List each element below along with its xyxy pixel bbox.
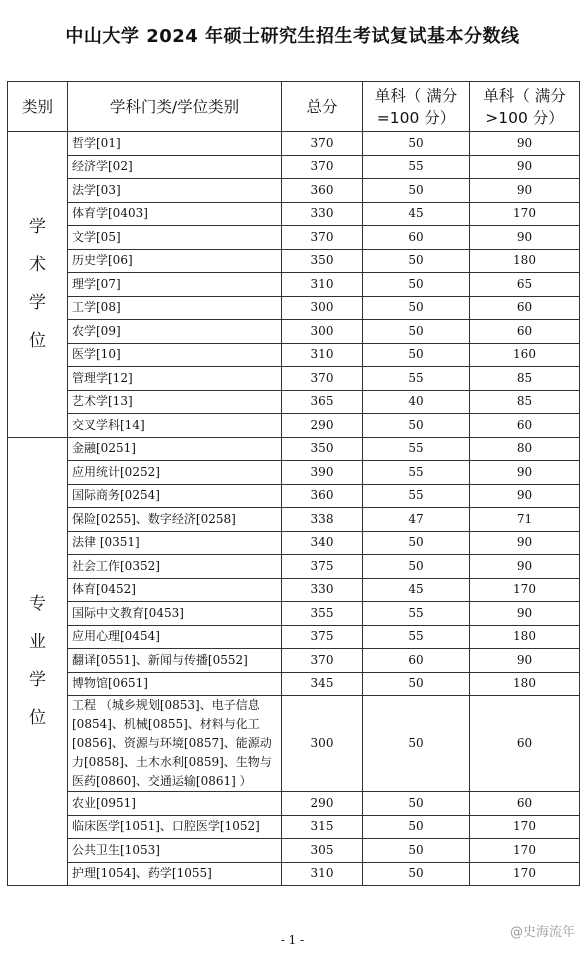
- discipline-cell: [68, 649, 282, 673]
- single-over-100-score-cell: 90: [470, 555, 580, 579]
- single-100-score-cell: 50: [363, 815, 470, 839]
- discipline-cell: [68, 555, 282, 579]
- total-score-cell: 310: [282, 343, 363, 367]
- table-row: [8, 625, 580, 649]
- discipline-name: 体育学[0403]: [72, 206, 148, 221]
- single-over-100-score-cell: 90: [470, 531, 580, 555]
- table-row: [8, 649, 580, 673]
- category-cell: [8, 437, 68, 886]
- header-total: 总分: [282, 82, 363, 132]
- single-100-score-cell: 47: [363, 508, 470, 532]
- discipline-cell: [68, 390, 282, 414]
- single-over-100-score-cell: 170: [470, 815, 580, 839]
- single-over-100-score-cell: 170: [470, 862, 580, 886]
- single-over-100-score-cell: 60: [470, 320, 580, 344]
- total-score-cell: 360: [282, 179, 363, 203]
- single-100-score-cell: 50: [363, 839, 470, 863]
- total-score-cell: 350: [282, 249, 363, 273]
- table-row: [8, 531, 580, 555]
- single-100-score-cell: 50: [363, 343, 470, 367]
- single-100-score-cell: 50: [363, 179, 470, 203]
- single-over-100-score-cell: 180: [470, 672, 580, 696]
- table-row: [8, 508, 580, 532]
- table-row: [8, 343, 580, 367]
- discipline-cell: [68, 155, 282, 179]
- discipline-name: 农业[0951]: [72, 795, 136, 810]
- table-row: [8, 461, 580, 485]
- single-over-100-score-cell: 170: [470, 839, 580, 863]
- discipline-cell: [68, 296, 282, 320]
- total-score-cell: 345: [282, 672, 363, 696]
- single-over-100-score-cell: 90: [470, 132, 580, 156]
- total-score-cell: 330: [282, 202, 363, 226]
- table-row: [8, 792, 580, 816]
- table-row: [8, 602, 580, 626]
- total-score-cell: 370: [282, 367, 363, 391]
- discipline-name: 农学[09]: [72, 323, 121, 338]
- single-100-score-cell: 50: [363, 249, 470, 273]
- table-row: [8, 179, 580, 203]
- header-single-100: 单科（ 满分=100 分）: [363, 82, 470, 132]
- table-row: [8, 696, 580, 792]
- single-100-score-cell: 50: [363, 273, 470, 297]
- single-over-100-score-cell: 180: [470, 625, 580, 649]
- discipline-name: 法学[03]: [72, 182, 121, 197]
- single-100-score-cell: 55: [363, 625, 470, 649]
- category-label: 专业学位: [29, 594, 46, 729]
- discipline-name: 经济学[02]: [72, 159, 133, 174]
- single-over-100-score-cell: 85: [470, 390, 580, 414]
- discipline-cell: [68, 461, 282, 485]
- discipline-name: 文学[05]: [72, 229, 121, 244]
- discipline-name: 医学[10]: [72, 347, 121, 362]
- total-score-cell: 300: [282, 320, 363, 344]
- discipline-name: 工程 （城乡规划[0853]、电子信息[0854]、机械[0855]、材料与化工[0856]、资源与环境[0857]、能源动力[0858]、土木水利[0859]、生物与医药[0860]、交通运输[0861] ）: [72, 698, 272, 788]
- table-row: [8, 296, 580, 320]
- total-score-cell: 338: [282, 508, 363, 532]
- total-score-cell: 370: [282, 132, 363, 156]
- total-score-cell: 370: [282, 226, 363, 250]
- discipline-name: 历史学[06]: [72, 253, 133, 268]
- single-over-100-score-cell: 80: [470, 437, 580, 461]
- table-row: [8, 839, 580, 863]
- table-row: [8, 414, 580, 438]
- discipline-name: 工学[08]: [72, 300, 121, 315]
- total-score-cell: 290: [282, 792, 363, 816]
- header-row: [8, 82, 580, 132]
- total-score-cell: 370: [282, 155, 363, 179]
- total-score-cell: 350: [282, 437, 363, 461]
- single-over-100-score-cell: 85: [470, 367, 580, 391]
- discipline-cell: [68, 862, 282, 886]
- single-100-score-cell: 50: [363, 862, 470, 886]
- discipline-cell: [68, 484, 282, 508]
- single-100-score-cell: 45: [363, 202, 470, 226]
- single-100-score-cell: 50: [363, 320, 470, 344]
- header-category: 类别: [8, 82, 68, 132]
- discipline-name: 博物馆[0651]: [72, 676, 148, 691]
- total-score-cell: 315: [282, 815, 363, 839]
- discipline-name: 应用统计[0252]: [72, 464, 160, 479]
- single-100-score-cell: 55: [363, 367, 470, 391]
- table-row: [8, 484, 580, 508]
- category-cell: [8, 132, 68, 438]
- total-score-cell: 340: [282, 531, 363, 555]
- discipline-name: 理学[07]: [72, 276, 121, 291]
- total-score-cell: 365: [282, 390, 363, 414]
- discipline-name: 国际商务[0254]: [72, 488, 160, 503]
- discipline-cell: [68, 672, 282, 696]
- table-row: [8, 578, 580, 602]
- discipline-name: 公共卫生[1053]: [72, 842, 160, 857]
- single-over-100-score-cell: 90: [470, 649, 580, 673]
- single-100-score-cell: 55: [363, 437, 470, 461]
- single-over-100-score-cell: 60: [470, 296, 580, 320]
- total-score-cell: 355: [282, 602, 363, 626]
- total-score-cell: 290: [282, 414, 363, 438]
- discipline-cell: [68, 367, 282, 391]
- total-score-cell: 390: [282, 461, 363, 485]
- discipline-name: 金融[0251]: [72, 441, 136, 456]
- single-100-score-cell: 50: [363, 296, 470, 320]
- single-100-score-cell: 50: [363, 132, 470, 156]
- discipline-name: 国际中文教育[0453]: [72, 605, 184, 620]
- table-row: [8, 226, 580, 250]
- single-over-100-score-cell: 90: [470, 226, 580, 250]
- table-row: [8, 155, 580, 179]
- table-row: [8, 132, 580, 156]
- discipline-cell: [68, 578, 282, 602]
- single-over-100-score-cell: 60: [470, 414, 580, 438]
- single-over-100-score-cell: 65: [470, 273, 580, 297]
- category-label: 学术学位: [29, 217, 46, 352]
- single-100-score-cell: 60: [363, 226, 470, 250]
- total-score-cell: 375: [282, 625, 363, 649]
- table-body: [8, 132, 580, 886]
- discipline-name: 交叉学科[14]: [72, 417, 145, 432]
- discipline-cell: [68, 625, 282, 649]
- table-row: [8, 202, 580, 226]
- total-score-cell: 300: [282, 296, 363, 320]
- single-100-score-cell: 50: [363, 792, 470, 816]
- discipline-cell: [68, 320, 282, 344]
- single-100-score-cell: 50: [363, 672, 470, 696]
- table-row: [8, 320, 580, 344]
- total-score-cell: 375: [282, 555, 363, 579]
- single-100-score-cell: 60: [363, 649, 470, 673]
- table-row: [8, 555, 580, 579]
- watermark: @史海流年: [509, 925, 575, 940]
- single-100-score-cell: 55: [363, 461, 470, 485]
- header-discipline: 学科门类/学位类别: [68, 82, 282, 132]
- total-score-cell: 370: [282, 649, 363, 673]
- discipline-cell: [68, 792, 282, 816]
- single-100-score-cell: 50: [363, 555, 470, 579]
- discipline-name: 哲学[01]: [72, 135, 121, 150]
- discipline-name: 翻译[0551]、新闻与传播[0552]: [72, 652, 248, 667]
- discipline-name: 社会工作[0352]: [72, 558, 160, 573]
- discipline-name: 应用心理[0454]: [72, 629, 160, 644]
- discipline-cell: [68, 696, 282, 792]
- single-over-100-score-cell: 90: [470, 461, 580, 485]
- single-over-100-score-cell: 71: [470, 508, 580, 532]
- discipline-cell: [68, 343, 282, 367]
- discipline-name: 法律 [0351]: [72, 535, 140, 550]
- discipline-cell: [68, 414, 282, 438]
- discipline-name: 临床医学[1051]、口腔医学[1052]: [72, 819, 260, 834]
- discipline-cell: [68, 508, 282, 532]
- discipline-name: 保险[0255]、数字经济[0258]: [72, 511, 236, 526]
- discipline-cell: [68, 839, 282, 863]
- header-single-over-100: 单科（ 满分>100 分）: [470, 82, 580, 132]
- table-row: [8, 367, 580, 391]
- table-row: [8, 390, 580, 414]
- total-score-cell: 305: [282, 839, 363, 863]
- single-over-100-score-cell: 170: [470, 202, 580, 226]
- discipline-cell: [68, 226, 282, 250]
- discipline-name: 护理[1054]、药学[1055]: [72, 866, 212, 881]
- discipline-cell: [68, 437, 282, 461]
- single-over-100-score-cell: 60: [470, 792, 580, 816]
- single-100-score-cell: 55: [363, 484, 470, 508]
- document-title: 中山大学 2024 年硕士研究生招生考试复试基本分数线: [65, 26, 520, 47]
- total-score-cell: 360: [282, 484, 363, 508]
- table-row: [8, 273, 580, 297]
- table-row: [8, 249, 580, 273]
- table-row: [8, 862, 580, 886]
- single-100-score-cell: 50: [363, 696, 470, 792]
- discipline-cell: [68, 249, 282, 273]
- discipline-cell: [68, 132, 282, 156]
- total-score-cell: 300: [282, 696, 363, 792]
- discipline-name: 艺术学[13]: [72, 394, 133, 409]
- single-over-100-score-cell: 170: [470, 578, 580, 602]
- table-row: [8, 815, 580, 839]
- single-over-100-score-cell: 90: [470, 602, 580, 626]
- single-over-100-score-cell: 60: [470, 696, 580, 792]
- discipline-cell: [68, 273, 282, 297]
- total-score-cell: 330: [282, 578, 363, 602]
- discipline-name: 管理学[12]: [72, 370, 133, 385]
- single-100-score-cell: 55: [363, 602, 470, 626]
- total-score-cell: 310: [282, 862, 363, 886]
- discipline-cell: [68, 815, 282, 839]
- page-number: - 1 -: [280, 933, 305, 947]
- single-over-100-score-cell: 90: [470, 155, 580, 179]
- score-table: [7, 81, 580, 886]
- single-100-score-cell: 50: [363, 531, 470, 555]
- single-100-score-cell: 40: [363, 390, 470, 414]
- discipline-cell: [68, 179, 282, 203]
- table-row: [8, 437, 580, 461]
- single-over-100-score-cell: 180: [470, 249, 580, 273]
- table-row: [8, 672, 580, 696]
- total-score-cell: 310: [282, 273, 363, 297]
- single-over-100-score-cell: 90: [470, 179, 580, 203]
- discipline-cell: [68, 531, 282, 555]
- single-100-score-cell: 55: [363, 155, 470, 179]
- single-over-100-score-cell: 90: [470, 484, 580, 508]
- discipline-name: 体育[0452]: [72, 582, 136, 597]
- discipline-cell: [68, 202, 282, 226]
- single-100-score-cell: 50: [363, 414, 470, 438]
- discipline-cell: [68, 602, 282, 626]
- single-100-score-cell: 45: [363, 578, 470, 602]
- single-over-100-score-cell: 160: [470, 343, 580, 367]
